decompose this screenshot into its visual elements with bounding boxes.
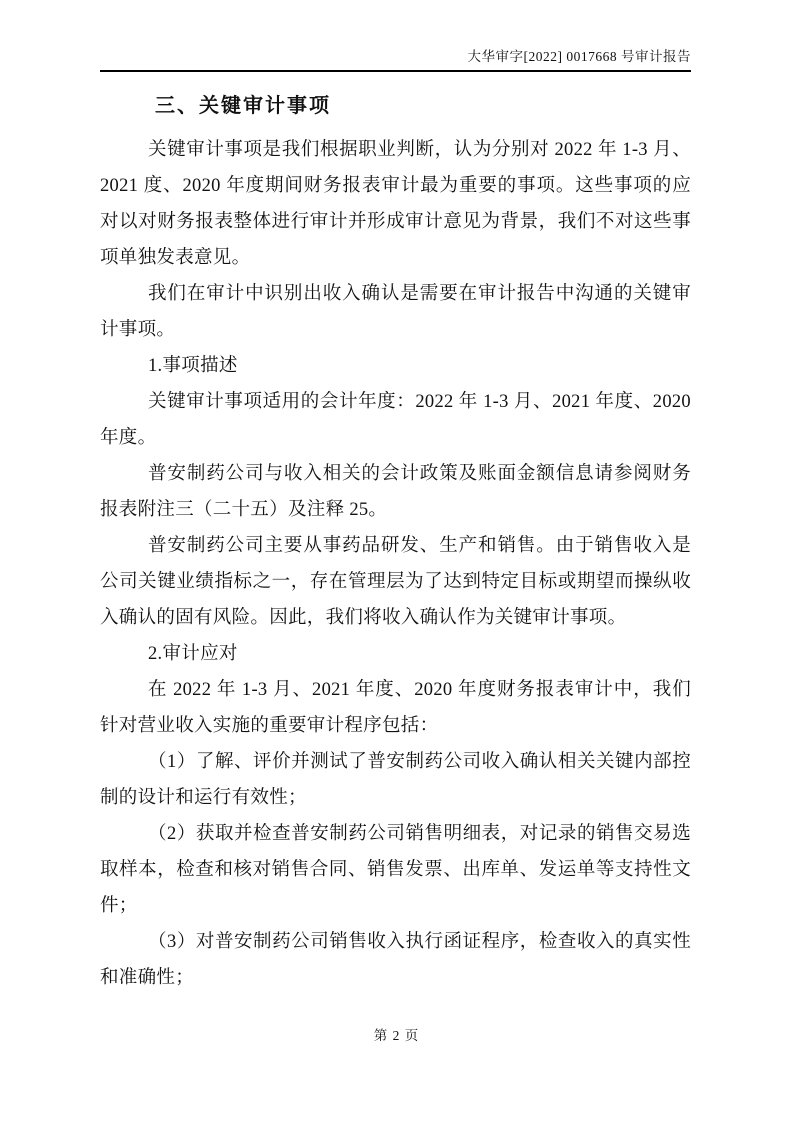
paragraph: 关键审计事项是我们根据职业判断，认为分别对 2022 年 1-3 月、2021 度、2020 年度期间财务报表审计最为重要的事项。这些事项的应对以对财务报表整体进行审计并形成审计意见为背景，我们不对这些事项单独发表意见。 xyxy=(100,140,691,268)
report-number: 大华审字[2022] 0017668 号审计报告 xyxy=(467,49,691,64)
paragraph: （1）了解、评价并测试了普安制药公司收入确认相关关键内部控制的设计和运行有效性； xyxy=(100,752,691,808)
paragraph: 我们在审计中识别出收入确认是需要在审计报告中沟通的关键审计事项。 xyxy=(100,284,691,340)
paragraph: （2）获取并检查普安制药公司销售明细表，对记录的销售交易选取样本，检查和核对销售合同、销售发票、出库单、发运单等支持性文件； xyxy=(100,824,691,916)
paragraph: 普安制药公司与收入相关的会计政策及账面金额信息请参阅财务报表附注三（二十五）及注释 25。 xyxy=(100,464,691,520)
page-content xyxy=(100,0,691,996)
paragraph: 在 2022 年 1-3 月、2021 年度、2020 年度财务报表审计中，我们针对营业收入实施的重要审计程序包括： xyxy=(100,680,691,736)
paragraph: 关键审计事项适用的会计年度：2022 年 1-3 月、2021 年度、2020 年度。 xyxy=(100,392,691,448)
paragraph: （3）对普安制药公司销售收入执行函证程序，检查收入的真实性和准确性； xyxy=(100,932,691,988)
paragraph: 普安制药公司主要从事药品研发、生产和销售。由于销售收入是公司关键业绩指标之一，存在管理层为了达到特定目标或期望而操纵收入确认的固有风险。因此，我们将收入确认作为关键审计事项。 xyxy=(100,536,691,628)
page-number: 第 2 页 xyxy=(373,1028,420,1043)
page-header xyxy=(100,0,691,65)
paragraph: 1.事项描述 xyxy=(148,356,238,376)
page-footer xyxy=(0,1027,793,1045)
paragraph: 2.审计应对 xyxy=(148,644,238,664)
document-body xyxy=(100,132,691,996)
header-divider xyxy=(100,70,691,72)
section-title: 三、关键审计事项 xyxy=(155,95,331,117)
